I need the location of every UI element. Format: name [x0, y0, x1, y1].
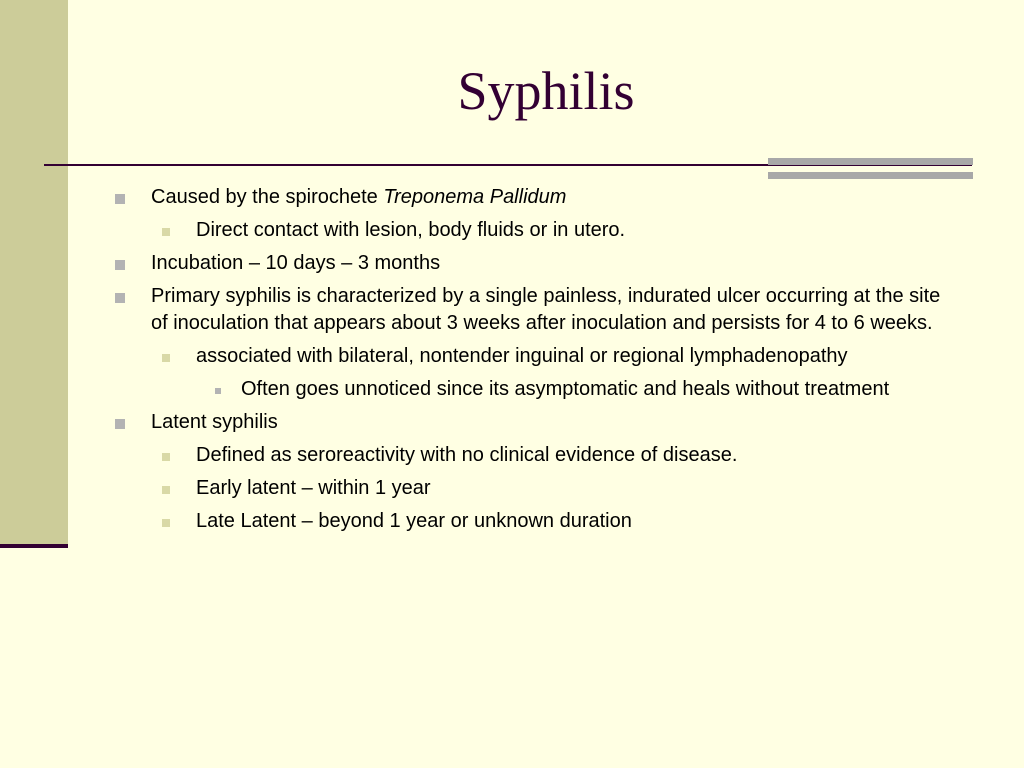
bullet-item — [112, 409, 952, 436]
bullet-item — [112, 376, 952, 403]
slide-title: Syphilis — [457, 61, 635, 121]
bullet-text: Defined as seroreactivity with no clinical evidence of disease. — [196, 444, 738, 466]
bullet-marker — [115, 293, 125, 303]
bullet-item — [112, 184, 952, 211]
bullet-item — [112, 250, 952, 277]
bullet-text: Incubation – 10 days – 3 months — [151, 252, 441, 274]
bullet-marker — [162, 486, 170, 494]
bullet-marker — [115, 419, 125, 429]
bullet-marker — [115, 260, 125, 270]
bullet-italic-text: Treponema Pallidum — [383, 186, 567, 208]
bullet-text: Late Latent – beyond 1 year or unknown duration — [196, 510, 632, 532]
bullet-text: Latent syphilis — [151, 411, 278, 433]
bullet-text: Caused by the spirochete — [151, 186, 384, 208]
bullet-marker — [115, 194, 125, 204]
bullet-text: Direct contact with lesion, body fluids or in utero. — [196, 219, 626, 241]
bullet-item — [112, 475, 952, 502]
bullet-marker — [162, 354, 170, 362]
bullet-item — [112, 217, 952, 244]
bullet-marker — [215, 388, 221, 394]
bullet-item — [112, 343, 952, 370]
bullet-marker — [162, 519, 170, 527]
left-bar-underline — [0, 544, 68, 548]
bullet-text: Early latent – within 1 year — [196, 477, 431, 499]
bullet-marker — [162, 453, 170, 461]
bullet-item — [112, 508, 952, 535]
bullet-text: associated with bilateral, nontender inguinal or regional lymphadenopathy — [196, 345, 848, 367]
bullet-item — [112, 442, 952, 469]
bullet-item — [112, 283, 952, 337]
bullet-text: Primary syphilis is characterized by a single painless, indurated ulcer occurring at the site of inoculation that appears about 3 weeks after inoculation and persists for 4 to 6 weeks. — [151, 285, 941, 334]
bullet-marker — [162, 228, 170, 236]
bullet-list — [112, 184, 952, 535]
title-divider-accent — [768, 158, 973, 180]
left-decorative-bar — [0, 0, 68, 546]
bullet-text: Often goes unnoticed since its asymptomatic and heals without treatment — [241, 378, 890, 400]
